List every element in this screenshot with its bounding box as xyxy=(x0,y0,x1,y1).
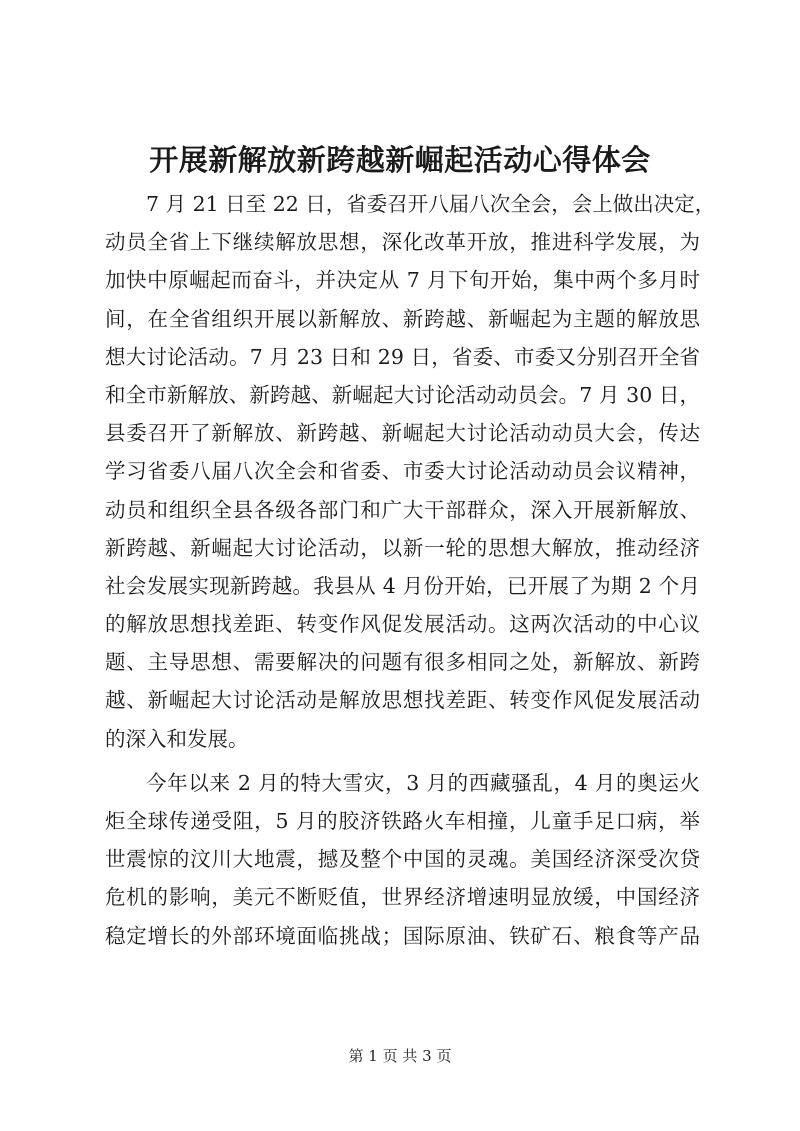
page-footer: 第 1 页 共 3 页 xyxy=(348,1047,452,1065)
text-line: 危机的影响，美元不断贬值，世界经济增速明显放缓，中国经济 xyxy=(105,885,700,910)
text-line: 新跨越、新崛起大讨论活动，以新一轮的思想大解放，推动经济 xyxy=(105,535,700,560)
text-line: 学习省委八届八次全会和省委、市委大讨论活动动员会议精神， xyxy=(105,459,700,484)
text-line: 动员和组织全县各级各部门和广大干部群众，深入开展新解放、 xyxy=(105,497,700,522)
text-line: 世震惊的汶川大地震，撼及整个中国的灵魂。美国经济深受次贷 xyxy=(105,847,700,872)
paragraph xyxy=(105,185,716,758)
text-line: 今年以来 2 月的特大雪灾，3 月的西藏骚乱，4 月的奥运火 xyxy=(146,770,700,795)
text-line: 社会发展实现新跨越。我县从 4 月份开始，已开展了为期 2 个月 xyxy=(105,573,700,598)
text-line: 间，在全省组织开展以新解放、新跨越、新崛起为主题的解放思 xyxy=(105,306,700,331)
text-line: 加快中原崛起而奋斗，并决定从 7 月下旬开始，集中两个多月时 xyxy=(105,268,700,293)
text-line: 动员全省上下继续解放思想，深化改革开放，推进科学发展，为 xyxy=(105,230,700,255)
text-line: 的解放思想找差距、转变作风促发展活动。这两次活动的中心议 xyxy=(105,612,700,637)
text-line: 稳定增长的外部环境面临挑战；国际原油、铁矿石、粮食等产品 xyxy=(105,923,700,948)
text-line: 的深入和发展。 xyxy=(105,726,249,751)
text-line: 越、新崛起大讨论活动是解放思想找差距、转变作风促发展活动 xyxy=(105,688,700,713)
text-line: 想大讨论活动。7 月 23 日和 29 日，省委、市委又分别召开全省 xyxy=(105,344,700,369)
text-line: 县委召开了新解放、新跨越、新崛起大讨论活动动员大会，传达 xyxy=(105,421,700,446)
document-title: 开展新解放新跨越新崛起活动心得体会 xyxy=(149,143,651,177)
text-line: 题、主导思想、需要解决的问题有很多相同之处，新解放、新跨 xyxy=(105,650,700,675)
paragraph xyxy=(105,764,700,955)
text-line: 炬全球传递受阻，5 月的胶济铁路火车相撞，儿童手足口病，举 xyxy=(105,809,700,833)
text-line: 7 月 21 日至 22 日，省委召开八届八次全会，会上做出决定， xyxy=(146,192,716,216)
document-body xyxy=(105,185,716,955)
text-line: 和全市新解放、新跨越、新崛起大讨论活动动员会。7 月 30 日， xyxy=(105,382,700,407)
